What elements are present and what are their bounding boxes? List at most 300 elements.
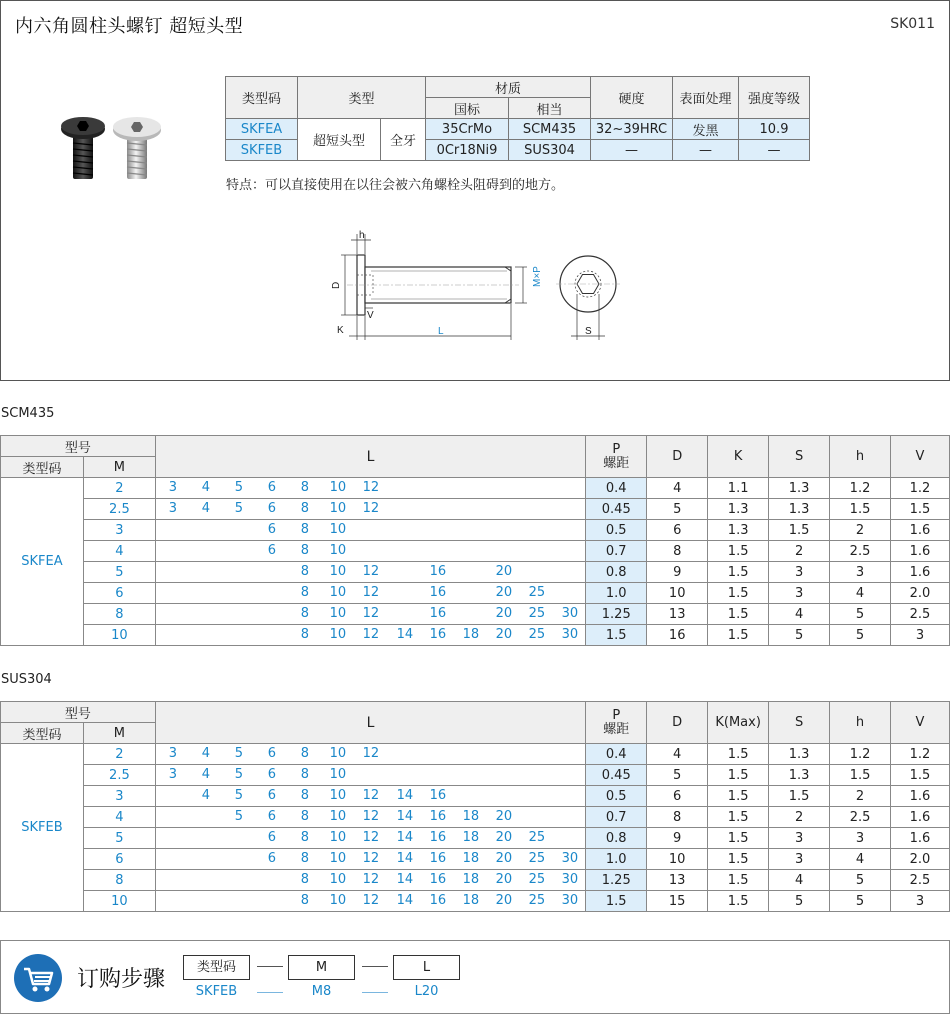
l-value[interactable]: 10 [329, 788, 347, 803]
l-value[interactable]: 8 [300, 480, 309, 495]
order-steps-panel [0, 940, 950, 1014]
h-cell: 5 [830, 891, 891, 912]
h-cell: 3 [830, 828, 891, 849]
m-cell[interactable]: 5 [83, 828, 155, 849]
header-type-code: 类型码 [1, 723, 84, 744]
spec-hardness: — [591, 140, 673, 161]
l-value[interactable]: 30 [561, 606, 579, 621]
product-image [59, 113, 171, 185]
l-value[interactable]: 16 [429, 606, 447, 621]
spec-header-material-gb: 国标 [426, 98, 509, 119]
l-value[interactable]: 16 [429, 872, 447, 887]
k-cell: 1.5 [708, 891, 769, 912]
k-cell: 1.5 [708, 625, 769, 646]
s-cell: 1.3 [769, 499, 830, 520]
l-value[interactable]: 20 [495, 606, 513, 621]
l-value[interactable]: 12 [362, 893, 380, 908]
spec-header-material-eq: 相当 [509, 98, 591, 119]
h-cell: 4 [830, 849, 891, 870]
l-value[interactable]: 18 [462, 893, 480, 908]
order-step-type-code[interactable]: 类型码 [183, 955, 250, 980]
d-cell: 13 [647, 870, 708, 891]
l-value[interactable]: 10 [329, 564, 347, 579]
m-cell[interactable]: 6 [83, 849, 155, 870]
spec-grade: — [739, 140, 810, 161]
l-value[interactable]: 25 [528, 872, 546, 887]
type-code-cell[interactable]: SKFEB [1, 744, 84, 912]
l-values-cell [155, 828, 585, 849]
k-cell: 1.1 [708, 478, 769, 499]
l-value[interactable]: 25 [528, 893, 546, 908]
p-cell: 0.8 [586, 562, 647, 583]
v-cell: 1.2 [890, 478, 949, 499]
l-value[interactable]: 3 [168, 501, 177, 516]
m-cell[interactable]: 5 [83, 562, 155, 583]
m-cell[interactable]: 4 [83, 807, 155, 828]
dim-label-d: D [331, 281, 342, 289]
l-value[interactable]: 14 [396, 788, 414, 803]
h-cell: 1.5 [830, 765, 891, 786]
l-value[interactable]: 5 [234, 809, 243, 824]
table-row [1, 541, 950, 562]
l-value[interactable]: 16 [429, 564, 447, 579]
l-value[interactable]: 4 [201, 480, 210, 495]
s-cell: 4 [769, 604, 830, 625]
dim-label-h: h [359, 230, 365, 241]
l-values-cell [155, 870, 585, 891]
l-value[interactable]: 8 [300, 543, 309, 558]
l-value[interactable]: 8 [300, 893, 309, 908]
l-value[interactable]: 25 [528, 606, 546, 621]
l-value[interactable]: 20 [495, 585, 513, 600]
spec-header-surface: 表面处理 [673, 77, 739, 119]
h-cell: 5 [830, 870, 891, 891]
l-value[interactable]: 10 [329, 893, 347, 908]
l-value[interactable]: 5 [234, 788, 243, 803]
dim-label-k: K [337, 325, 344, 336]
l-value[interactable]: 12 [362, 746, 380, 761]
d-cell: 5 [647, 499, 708, 520]
m-cell[interactable]: 3 [83, 520, 155, 541]
l-value[interactable]: 25 [528, 585, 546, 600]
l-value[interactable]: 12 [362, 501, 380, 516]
order-step-l[interactable]: L [393, 955, 460, 980]
d-cell: 8 [647, 541, 708, 562]
l-value[interactable]: 14 [396, 830, 414, 845]
l-value[interactable]: 16 [429, 627, 447, 642]
header-model: 型号 [1, 702, 156, 723]
l-value[interactable]: 6 [267, 767, 276, 782]
l-value[interactable]: 10 [329, 585, 347, 600]
l-value[interactable]: 5 [234, 501, 243, 516]
p-cell: 1.0 [586, 583, 647, 604]
l-value[interactable]: 10 [329, 543, 347, 558]
product-code: SK011 [890, 16, 935, 32]
p-cell: 0.8 [586, 828, 647, 849]
header-p-label: P [612, 707, 621, 723]
header-p [586, 436, 647, 478]
table-row [1, 765, 950, 786]
s-cell: 1.3 [769, 765, 830, 786]
l-value[interactable]: 3 [168, 480, 177, 495]
section-label-scm435: SCM435 [1, 406, 55, 421]
v-cell: 1.6 [891, 828, 950, 849]
l-value[interactable]: 8 [300, 851, 309, 866]
l-value[interactable]: 14 [396, 627, 414, 642]
l-value[interactable]: 3 [168, 767, 177, 782]
l-value[interactable]: 12 [362, 606, 380, 621]
dim-label-mxp: M×P [532, 266, 543, 287]
l-value[interactable]: 18 [462, 627, 480, 642]
l-value[interactable]: 30 [561, 851, 579, 866]
header-k: K(Max) [708, 702, 769, 744]
page-title: 内六角圆柱头螺钉 超短头型 [15, 16, 244, 37]
header-s: S [769, 702, 830, 744]
l-value[interactable]: 8 [300, 501, 309, 516]
m-cell[interactable]: 4 [83, 541, 155, 562]
h-cell: 3 [830, 562, 891, 583]
s-cell: 1.5 [769, 520, 830, 541]
k-cell: 1.5 [708, 744, 769, 765]
spec-header-type-code: 类型码 [226, 77, 298, 119]
d-cell: 10 [647, 583, 708, 604]
s-cell: 5 [769, 891, 830, 912]
d-cell: 9 [647, 828, 708, 849]
l-value[interactable]: 30 [561, 893, 579, 908]
spec-grade: 10.9 [739, 119, 810, 140]
d-cell: 16 [647, 625, 708, 646]
l-value[interactable]: 20 [495, 851, 513, 866]
l-value[interactable]: 6 [267, 809, 276, 824]
table-row [1, 744, 950, 765]
l-value[interactable]: 8 [300, 606, 309, 621]
l-values-cell [155, 765, 585, 786]
table-row [1, 828, 950, 849]
spec-surface: 发黑 [673, 119, 739, 140]
l-value[interactable]: 14 [396, 893, 414, 908]
l-value[interactable]: 12 [362, 830, 380, 845]
header-h: h [830, 436, 891, 478]
l-value[interactable]: 14 [396, 809, 414, 824]
p-cell: 1.25 [586, 870, 647, 891]
l-value[interactable]: 4 [201, 746, 210, 761]
v-cell: 1.6 [891, 807, 950, 828]
v-cell: 3 [890, 625, 949, 646]
k-cell: 1.5 [708, 807, 769, 828]
l-value[interactable]: 6 [267, 851, 276, 866]
l-value[interactable]: 4 [201, 501, 210, 516]
l-value[interactable]: 16 [429, 893, 447, 908]
order-step-m[interactable]: M [288, 955, 355, 980]
h-cell: 2 [830, 520, 891, 541]
spec-type1: 超短头型 [298, 119, 381, 161]
k-cell: 1.3 [708, 499, 769, 520]
l-value[interactable]: 12 [362, 788, 380, 803]
spec-hardness: 32~39HRC [591, 119, 673, 140]
l-value[interactable]: 20 [495, 627, 513, 642]
k-cell: 1.5 [708, 562, 769, 583]
m-cell[interactable]: 3 [83, 786, 155, 807]
s-cell: 1.5 [769, 786, 830, 807]
l-value[interactable]: 12 [362, 851, 380, 866]
d-cell: 13 [647, 604, 708, 625]
m-cell[interactable]: 10 [83, 891, 155, 912]
spec-gb: 0Cr18Ni9 [426, 140, 509, 161]
l-value[interactable]: 10 [329, 851, 347, 866]
header-k: K [708, 436, 769, 478]
k-cell: 1.5 [708, 849, 769, 870]
l-values-cell [155, 583, 585, 604]
l-value[interactable]: 25 [528, 830, 546, 845]
l-value[interactable]: 18 [462, 872, 480, 887]
p-cell: 0.4 [586, 478, 647, 499]
header-v: V [890, 436, 949, 478]
spec-header-type: 类型 [298, 77, 426, 119]
header-pitch-label: 螺距 [603, 721, 630, 737]
spec-header-material: 材质 [426, 77, 591, 98]
l-value[interactable]: 5 [234, 746, 243, 761]
l-value[interactable]: 8 [300, 564, 309, 579]
l-value[interactable]: 8 [300, 872, 309, 887]
h-cell: 2 [830, 786, 891, 807]
l-value[interactable]: 12 [362, 809, 380, 824]
k-cell: 1.5 [708, 604, 769, 625]
header-d: D [647, 702, 708, 744]
spec-surface: — [673, 140, 739, 161]
k-cell: 1.5 [708, 541, 769, 562]
l-values-cell [155, 625, 585, 646]
d-cell: 6 [647, 786, 708, 807]
l-value[interactable]: 20 [495, 564, 513, 579]
spec-gb: 35CrMo [426, 119, 509, 140]
l-value[interactable]: 25 [528, 851, 546, 866]
l-value[interactable]: 30 [561, 627, 579, 642]
l-value[interactable]: 6 [267, 522, 276, 537]
l-value[interactable]: 3 [168, 746, 177, 761]
l-value[interactable]: 10 [329, 606, 347, 621]
d-cell: 9 [647, 562, 708, 583]
spec-table [225, 76, 810, 161]
order-title: 订购步骤 [77, 967, 166, 992]
v-cell: 1.5 [891, 765, 950, 786]
l-value[interactable]: 18 [462, 809, 480, 824]
l-value[interactable]: 16 [429, 585, 447, 600]
s-cell: 1.3 [769, 744, 830, 765]
l-value[interactable]: 10 [329, 480, 347, 495]
h-cell: 4 [830, 583, 891, 604]
v-cell: 1.2 [891, 744, 950, 765]
header-d: D [647, 436, 708, 478]
l-value[interactable]: 6 [267, 830, 276, 845]
l-value[interactable]: 6 [267, 788, 276, 803]
header-h: h [830, 702, 891, 744]
table-row [1, 499, 950, 520]
table-row [1, 478, 950, 499]
d-cell: 4 [647, 744, 708, 765]
header-l: L [155, 436, 585, 478]
l-value[interactable]: 14 [396, 872, 414, 887]
header-p [586, 702, 647, 744]
dim-label-s: S [585, 326, 592, 337]
v-cell: 2.5 [891, 870, 950, 891]
l-value[interactable]: 8 [300, 627, 309, 642]
l-values-cell [155, 541, 585, 562]
order-example-type-code: SKFEB [195, 984, 238, 999]
l-value[interactable]: 8 [300, 585, 309, 600]
h-cell: 5 [830, 604, 891, 625]
l-value[interactable]: 10 [329, 522, 347, 537]
s-cell: 2 [769, 807, 830, 828]
h-cell: 2.5 [830, 541, 891, 562]
order-separator [257, 992, 283, 993]
l-value[interactable]: 10 [329, 767, 347, 782]
table-row [1, 891, 950, 912]
p-cell: 1.25 [586, 604, 647, 625]
l-value[interactable]: 8 [300, 809, 309, 824]
l-value[interactable]: 16 [429, 809, 447, 824]
l-value[interactable]: 10 [329, 501, 347, 516]
l-value[interactable]: 8 [300, 746, 309, 761]
l-value[interactable]: 30 [561, 872, 579, 887]
spec-header-grade: 强度等级 [739, 77, 810, 119]
l-values-cell [155, 520, 585, 541]
h-cell: 5 [830, 625, 891, 646]
h-cell: 1.2 [830, 744, 891, 765]
m-cell[interactable]: 8 [83, 870, 155, 891]
order-example-l: L20 [414, 984, 439, 999]
order-separator [257, 966, 283, 967]
l-value[interactable]: 20 [495, 872, 513, 887]
l-values-cell [155, 891, 585, 912]
l-value[interactable]: 4 [201, 767, 210, 782]
spec-eq: SUS304 [509, 140, 591, 161]
m-cell[interactable]: 2.5 [83, 499, 155, 520]
spec-row [226, 119, 810, 140]
product-panel [0, 0, 950, 381]
header-s: S [769, 436, 830, 478]
l-value[interactable]: 14 [396, 851, 414, 866]
l-value[interactable]: 6 [267, 501, 276, 516]
table-row [1, 583, 950, 604]
l-value[interactable]: 6 [267, 746, 276, 761]
l-value[interactable]: 10 [329, 872, 347, 887]
header-v: V [891, 702, 950, 744]
l-values-cell [155, 744, 585, 765]
header-pitch-label: 螺距 [603, 455, 630, 471]
table-row [1, 520, 950, 541]
section-label-sus304: SUS304 [1, 672, 52, 687]
p-cell: 0.5 [586, 520, 647, 541]
header-m: M [83, 723, 155, 744]
table-row [1, 786, 950, 807]
l-value[interactable]: 4 [201, 788, 210, 803]
spec-code[interactable]: SKFEA [226, 119, 298, 140]
k-cell: 1.5 [708, 765, 769, 786]
l-value[interactable]: 16 [429, 830, 447, 845]
l-value[interactable]: 12 [362, 480, 380, 495]
d-cell: 8 [647, 807, 708, 828]
d-cell: 15 [647, 891, 708, 912]
k-cell: 1.3 [708, 520, 769, 541]
l-value[interactable]: 16 [429, 788, 447, 803]
p-cell: 0.5 [586, 786, 647, 807]
m-cell[interactable]: 8 [83, 604, 155, 625]
order-separator [362, 992, 388, 993]
m-cell[interactable]: 6 [83, 583, 155, 604]
k-cell: 1.5 [708, 870, 769, 891]
l-value[interactable]: 18 [462, 830, 480, 845]
s-cell: 5 [769, 625, 830, 646]
p-cell: 0.4 [586, 744, 647, 765]
spec-code[interactable]: SKFEB [226, 140, 298, 161]
l-value[interactable]: 10 [329, 627, 347, 642]
m-cell[interactable]: 2.5 [83, 765, 155, 786]
l-value[interactable]: 8 [300, 830, 309, 845]
table-row [1, 625, 950, 646]
header-p-label: P [612, 441, 621, 457]
spec-eq: SCM435 [509, 119, 591, 140]
order-example-m: M8 [311, 984, 332, 999]
l-value[interactable]: 8 [300, 788, 309, 803]
table-row [1, 807, 950, 828]
h-cell: 1.5 [830, 499, 891, 520]
l-value[interactable]: 6 [267, 543, 276, 558]
s-cell: 3 [769, 849, 830, 870]
l-value[interactable]: 10 [329, 809, 347, 824]
s-cell: 3 [769, 583, 830, 604]
size-table-sus304 [0, 701, 950, 912]
v-cell: 1.6 [890, 541, 949, 562]
d-cell: 6 [647, 520, 708, 541]
dim-label-l: L [438, 326, 444, 337]
l-value[interactable]: 5 [234, 480, 243, 495]
s-cell: 1.3 [769, 478, 830, 499]
l-value[interactable]: 20 [495, 830, 513, 845]
header-m: M [83, 457, 155, 478]
l-value[interactable]: 12 [362, 872, 380, 887]
l-value[interactable]: 16 [429, 851, 447, 866]
l-value[interactable]: 5 [234, 767, 243, 782]
l-value[interactable]: 10 [329, 746, 347, 761]
spec-type2: 全牙 [380, 119, 425, 161]
l-value[interactable]: 8 [300, 767, 309, 782]
type-code-cell[interactable]: SKFEA [1, 478, 84, 646]
l-value[interactable]: 6 [267, 480, 276, 495]
k-cell: 1.5 [708, 828, 769, 849]
l-values-cell [155, 807, 585, 828]
l-value[interactable]: 12 [362, 585, 380, 600]
m-cell[interactable]: 10 [83, 625, 155, 646]
header-type-code: 类型码 [1, 457, 84, 478]
k-cell: 1.5 [708, 583, 769, 604]
p-cell: 0.45 [586, 765, 647, 786]
l-value[interactable]: 18 [462, 851, 480, 866]
m-cell[interactable]: 2 [83, 478, 155, 499]
spec-header-hardness: 硬度 [591, 77, 673, 119]
m-cell[interactable]: 2 [83, 744, 155, 765]
h-cell: 1.2 [830, 478, 891, 499]
l-value[interactable]: 25 [528, 627, 546, 642]
p-cell: 0.7 [586, 541, 647, 562]
l-value[interactable]: 20 [495, 893, 513, 908]
l-values-cell [155, 499, 585, 520]
l-values-cell [155, 849, 585, 870]
l-value[interactable]: 12 [362, 627, 380, 642]
l-value[interactable]: 20 [495, 809, 513, 824]
l-value[interactable]: 10 [329, 830, 347, 845]
l-value[interactable]: 8 [300, 522, 309, 537]
l-value[interactable]: 12 [362, 564, 380, 579]
